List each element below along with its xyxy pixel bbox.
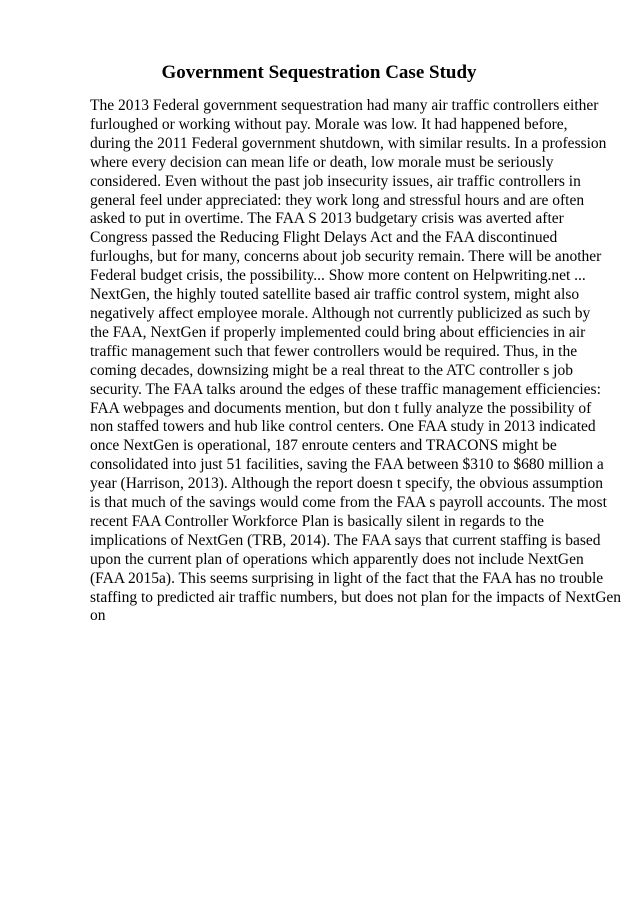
- text-line: once NextGen is operational, 187 enroute centers and TRACONS might be: [90, 437, 557, 455]
- text-line: The 2013 Federal government sequestration had many air traffic controllers either: [90, 97, 599, 114]
- text-line: year (Harrison, 2013). Although the report doesn t specify, the obvious assumption: [90, 475, 603, 493]
- text-line: general feel under appreciated: they work long and stressful hours and are often: [90, 191, 585, 209]
- text-line: consolidated into just 51 facilities, saving the FAA between $310 to $680 million a: [90, 456, 604, 474]
- page-title: Government Sequestration Case Study: [161, 62, 477, 83]
- text-line: negatively affect employee morale. Although not currently publicized as such by: [90, 304, 591, 322]
- text-line: considered. Even without the past job insecurity issues, air traffic controllers in: [90, 172, 581, 190]
- text-line: upon the current plan of operations which apparently does not include NextGen: [90, 550, 584, 568]
- text-line: implications of NextGen (TRB, 2014). The FAA says that current staffing is based: [90, 531, 601, 549]
- text-line: where every decision can mean life or death, low morale must be seriously: [90, 153, 554, 171]
- text-line: recent FAA Controller Workforce Plan is basically silent in regards to the: [90, 512, 545, 530]
- text-line: coming decades, downsizing might be a real threat to the ATC controller s job: [90, 361, 573, 379]
- body-paragraph: [90, 97, 622, 626]
- text-line: the FAA, NextGen if properly implemented could bring about efficiencies in air: [90, 323, 586, 341]
- text-line: FAA webpages and documents mention, but don t fully analyze the possibility of: [90, 399, 592, 417]
- text-line: furloughed or working without pay. Morale was low. It had happened before,: [90, 115, 568, 133]
- text-line: NextGen, the highly touted satellite based air traffic control system, might also: [90, 286, 580, 304]
- text-line: furloughs, but for many, concerns about job security remain. There will be another: [90, 248, 602, 266]
- text-line: on: [90, 607, 106, 625]
- text-line: asked to put in overtime. The FAA S 2013 budgetary crisis was averted after: [90, 210, 564, 228]
- text-line: security. The FAA talks around the edges of these traffic management efficiencies:: [90, 380, 601, 398]
- text-line: non staffed towers and hub like control centers. One FAA study in 2013 indicated: [90, 418, 596, 436]
- text-line: is that much of the savings would come from the FAA s payroll accounts. The most: [90, 494, 607, 512]
- text-line: during the 2011 Federal government shutdown, with similar results. In a profession: [90, 134, 607, 152]
- text-line: Federal budget crisis, the possibility... Show more content on Helpwriting.net ...: [90, 267, 586, 285]
- text-line: Congress passed the Reducing Flight Delays Act and the FAA discontinued: [90, 229, 558, 247]
- text-line: (FAA 2015a). This seems surprising in light of the fact that the FAA has no trouble: [90, 569, 604, 587]
- text-line: staffing to predicted air traffic numbers, but does not plan for the impacts of NextGen: [90, 588, 622, 606]
- text-line: traffic management such that fewer controllers would be required. Thus, in the: [90, 342, 578, 360]
